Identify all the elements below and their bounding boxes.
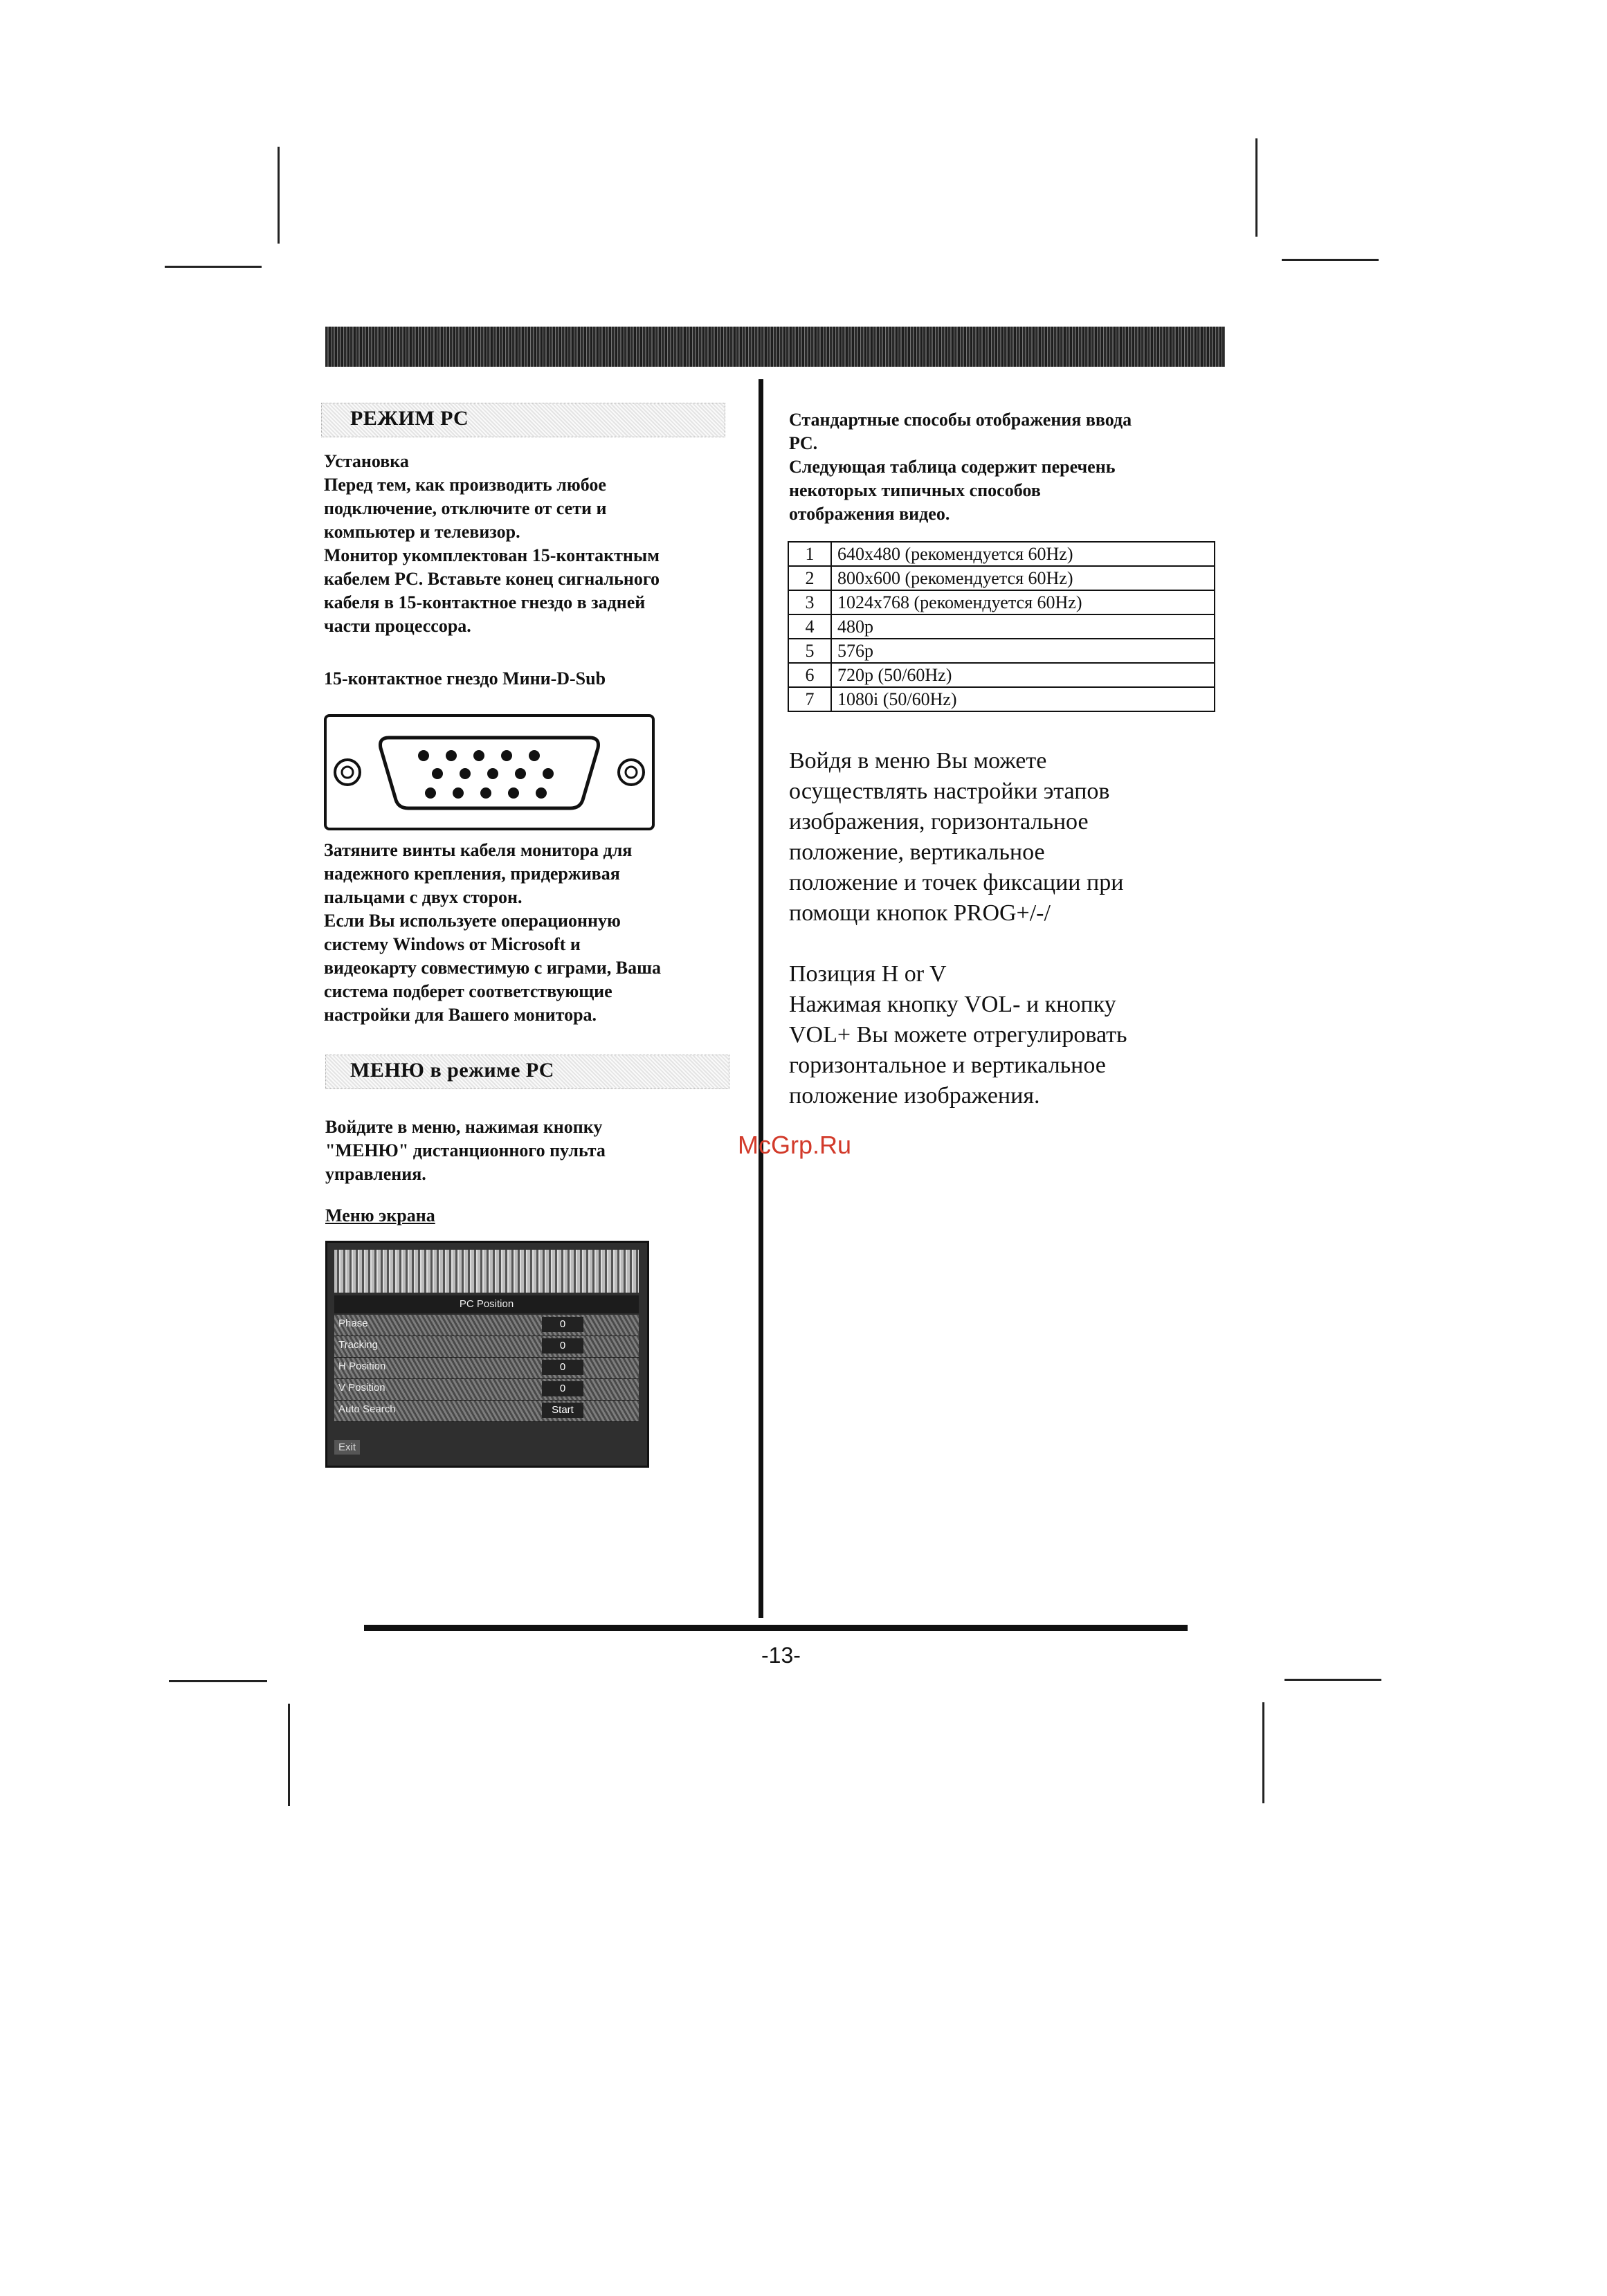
text-line: Затяните винты кабеля монитора для bbox=[324, 840, 633, 860]
menu-row bbox=[334, 1379, 639, 1401]
menu-row-value: Start bbox=[542, 1403, 583, 1418]
install-text bbox=[324, 473, 739, 638]
table-cell-mode: 640x480 (рекомендуется 60Hz) bbox=[831, 542, 1215, 566]
text-line: управления. bbox=[325, 1164, 426, 1184]
text-line: осуществлять настройки этапов bbox=[789, 778, 1110, 804]
menu-row-label: Tracking bbox=[338, 1339, 378, 1351]
text-line: положение, вертикальное bbox=[789, 839, 1045, 865]
text-line: Следующая таблица содержит перечень bbox=[789, 457, 1116, 477]
menu-title: PC Position bbox=[334, 1295, 639, 1313]
table-cell-mode: 1024x768 (рекомендуется 60Hz) bbox=[831, 590, 1215, 614]
crop-mark bbox=[165, 266, 262, 268]
table-cell-mode: 800x600 (рекомендуется 60Hz) bbox=[831, 566, 1215, 590]
crop-mark bbox=[169, 1680, 267, 1682]
text-line: части процессора. bbox=[324, 616, 471, 636]
text-line: система подберет соответствующие bbox=[324, 981, 612, 1001]
text-line: Стандартные способы отображения ввода bbox=[789, 410, 1132, 430]
menu-row bbox=[334, 1401, 639, 1422]
text-line: некоторых типичных способов bbox=[789, 480, 1041, 500]
table-row bbox=[788, 566, 1215, 590]
table-cell-mode: 1080i (50/60Hz) bbox=[831, 687, 1215, 711]
text-line: подключение, отключите от сети и bbox=[324, 498, 607, 518]
table-cell-num: 6 bbox=[788, 663, 831, 687]
fasten-text bbox=[324, 839, 739, 1027]
text-line: кабелем PC. Вставьте конец сигнального bbox=[324, 569, 660, 589]
table-cell-mode: 576p bbox=[831, 639, 1215, 663]
text-line: Войдя в меню Вы можете bbox=[789, 748, 1047, 774]
table-cell-num: 5 bbox=[788, 639, 831, 663]
crop-mark bbox=[1282, 259, 1379, 261]
crop-mark bbox=[1284, 1679, 1381, 1681]
column-divider bbox=[759, 379, 763, 1618]
table-cell-num: 2 bbox=[788, 566, 831, 590]
text-line: кабеля в 15-контактное гнездо в задней bbox=[324, 592, 646, 612]
table-cell-mode: 720p (50/60Hz) bbox=[831, 663, 1215, 687]
table-row bbox=[788, 687, 1215, 711]
page-number: -13- bbox=[761, 1643, 801, 1668]
text-line: компьютер и телевизор. bbox=[324, 522, 520, 542]
text-line: помощи кнопок PROG+/-/ bbox=[789, 900, 1051, 926]
crop-mark bbox=[1262, 1702, 1264, 1803]
menu-row-value: 0 bbox=[542, 1381, 583, 1396]
text-line: Нажимая кнопку VOL- и кнопку bbox=[789, 992, 1116, 1017]
text-line: видеокарту совместимую с играми, Ваша bbox=[324, 958, 662, 978]
text-line: PC. bbox=[789, 433, 818, 453]
intro-text bbox=[789, 408, 1218, 526]
footer-rule bbox=[364, 1625, 1188, 1631]
menu-row-label: V Position bbox=[338, 1382, 385, 1394]
text-line: положение и точек фиксации при bbox=[789, 870, 1124, 895]
menu-row-label: Auto Search bbox=[338, 1403, 396, 1415]
table-cell-mode: 480p bbox=[831, 614, 1215, 639]
table-row bbox=[788, 542, 1215, 566]
text-line: пальцами с двух сторон. bbox=[324, 887, 523, 907]
menu-banner bbox=[334, 1250, 639, 1293]
position-paragraph bbox=[789, 959, 1232, 1111]
display-modes-table bbox=[788, 541, 1215, 712]
text-line: настройки для Вашего монитора. bbox=[324, 1005, 597, 1025]
text-line: Позиция H or V bbox=[789, 961, 947, 987]
menu-row-value: 0 bbox=[542, 1360, 583, 1375]
table-row bbox=[788, 663, 1215, 687]
section-title: РЕЖИМ PC bbox=[350, 407, 469, 430]
menu-row-value: 0 bbox=[542, 1338, 583, 1354]
menu-row-label: Phase bbox=[338, 1318, 368, 1329]
header-band bbox=[325, 327, 1225, 367]
screen-menu-image bbox=[325, 1241, 649, 1468]
adjust-paragraph bbox=[789, 746, 1232, 929]
connector-caption: 15-контактное гнездо Мини-D-Sub bbox=[324, 668, 606, 689]
menu-row-value: 0 bbox=[542, 1317, 583, 1332]
text-line: "МЕНЮ" дистанционного пульта bbox=[325, 1140, 606, 1160]
text-line: VOL+ Вы можете отрегулировать bbox=[789, 1022, 1127, 1048]
table-row bbox=[788, 590, 1215, 614]
table-cell-num: 1 bbox=[788, 542, 831, 566]
text-line: Перед тем, как производить любое bbox=[324, 475, 606, 495]
table-row bbox=[788, 614, 1215, 639]
crop-mark bbox=[288, 1704, 290, 1806]
vga-connector-icon bbox=[327, 717, 652, 828]
text-line: Войдите в меню, нажимая кнопку bbox=[325, 1117, 603, 1137]
text-line: горизонтальное и вертикальное bbox=[789, 1053, 1106, 1078]
section-title: МЕНЮ в режиме PC bbox=[350, 1059, 554, 1082]
menu-row-label: H Position bbox=[338, 1360, 386, 1372]
menu-exit-label: Exit bbox=[334, 1440, 360, 1455]
text-line: изображения, горизонтальное bbox=[789, 809, 1089, 835]
table-cell-num: 7 bbox=[788, 687, 831, 711]
menu-row bbox=[334, 1336, 639, 1358]
crop-mark bbox=[1255, 138, 1258, 237]
text-line: отображения видео. bbox=[789, 504, 950, 524]
text-line: систему Windows от Microsoft и bbox=[324, 934, 581, 954]
table-row bbox=[788, 639, 1215, 663]
crop-mark bbox=[278, 147, 280, 244]
menu-row bbox=[334, 1315, 639, 1336]
watermark-text: McGrp.Ru bbox=[738, 1131, 852, 1159]
menu-row bbox=[334, 1358, 639, 1379]
text-line: положение изображения. bbox=[789, 1083, 1040, 1109]
text-line: Если Вы используете операционную bbox=[324, 911, 621, 931]
screen-menu-heading: Меню экрана bbox=[325, 1205, 435, 1226]
menu-text bbox=[325, 1115, 741, 1186]
table-cell-num: 4 bbox=[788, 614, 831, 639]
vga-connector-diagram bbox=[324, 714, 655, 830]
text-line: Монитор укомплектован 15-контактным bbox=[324, 545, 660, 565]
install-heading: Установка bbox=[324, 451, 409, 471]
text-line: надежного крепления, придерживая bbox=[324, 864, 620, 884]
table-cell-num: 3 bbox=[788, 590, 831, 614]
